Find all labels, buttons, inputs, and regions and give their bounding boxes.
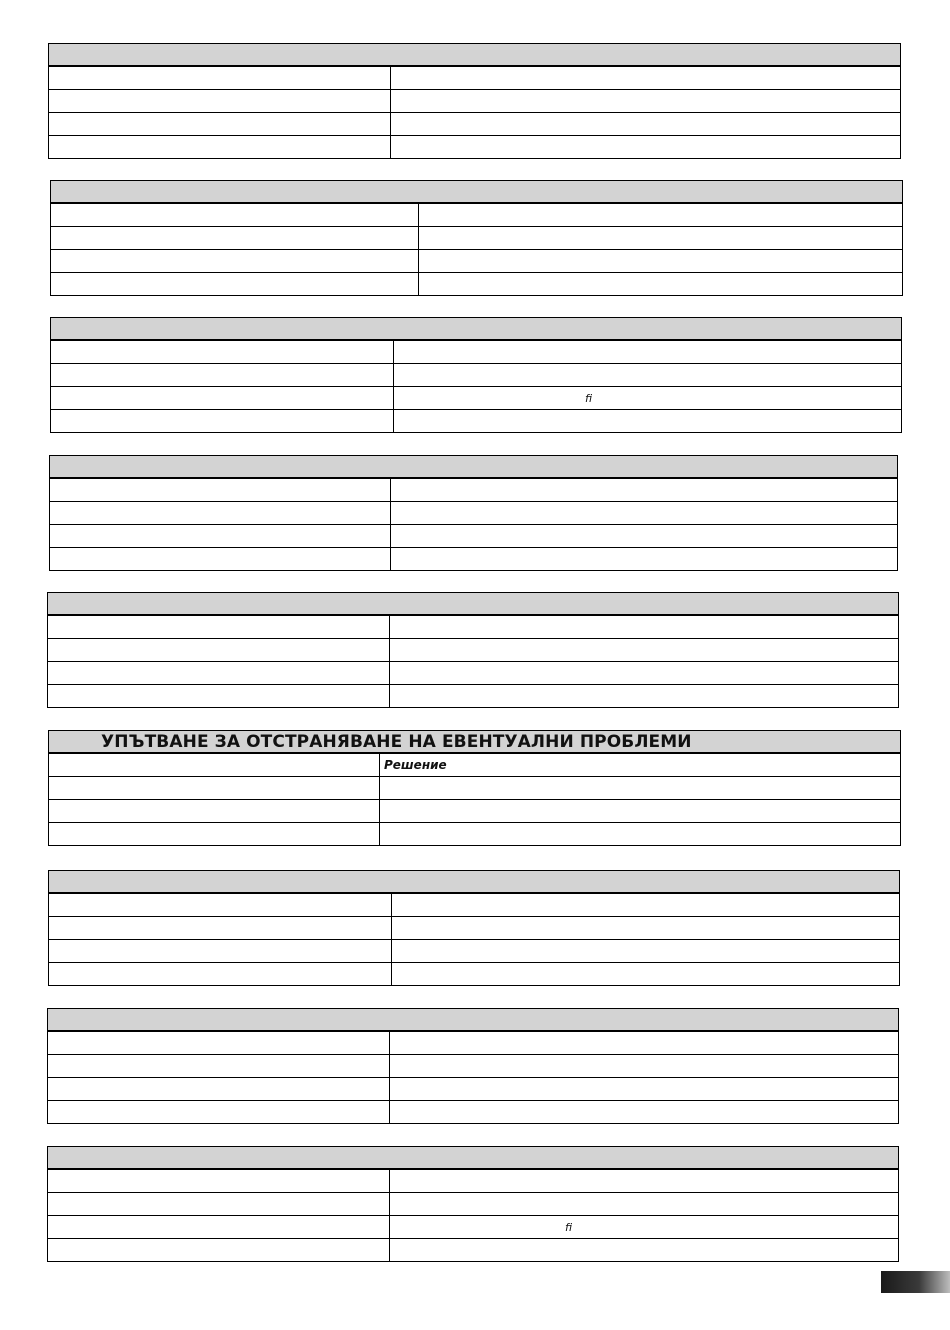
table-row: [49, 940, 899, 963]
table-header: [50, 456, 897, 479]
table-row: [50, 548, 897, 571]
table-row: [51, 341, 901, 364]
table-row: [49, 754, 900, 777]
table-row: [48, 1055, 898, 1078]
table-row: [48, 1239, 898, 1262]
table-row: [48, 1193, 898, 1216]
table-header: [49, 871, 899, 894]
table-row: [49, 800, 900, 823]
table-row: [49, 90, 900, 113]
table-header: [49, 731, 900, 754]
table-9: [47, 1146, 899, 1262]
table-row: [51, 204, 902, 227]
ligature-glyph: ﬁ: [565, 1221, 573, 1234]
table-row: [48, 1032, 898, 1055]
table-8: [47, 1008, 899, 1124]
ligature-glyph: ﬁ: [585, 392, 593, 405]
table-header: [48, 1009, 898, 1032]
table-row: [49, 136, 900, 159]
table-row: [48, 1101, 898, 1124]
table-row: [49, 113, 900, 136]
table-header: [49, 44, 900, 67]
table-row: [48, 639, 898, 662]
table-row: [49, 917, 899, 940]
solution-label: Решение: [384, 758, 447, 772]
table-3: [50, 317, 902, 433]
troubleshooting-table: [48, 730, 901, 846]
table-row: [48, 616, 898, 639]
table-row: [49, 67, 900, 90]
table-header: [51, 181, 902, 204]
troubleshooting-title: УПЪТВАНЕ ЗА ОТСТРАНЯВАНЕ НА ЕВЕНТУАЛНИ ПРОБЛЕМИ: [101, 732, 692, 752]
page-number-tab: [881, 1271, 950, 1293]
table-1: [48, 43, 901, 159]
table-2: [50, 180, 903, 296]
table-header: [48, 1147, 898, 1170]
table-5: [47, 592, 899, 708]
table-row: [51, 364, 901, 387]
table-row: [48, 1078, 898, 1101]
table-row: [51, 250, 902, 273]
table-row: [51, 273, 902, 296]
table-row: [49, 823, 900, 846]
table-row: [50, 502, 897, 525]
table-row: [51, 227, 902, 250]
table-header: [48, 593, 898, 616]
table-row: [49, 894, 899, 917]
table-7: [48, 870, 900, 986]
table-row: [51, 387, 901, 410]
table-header: [51, 318, 901, 341]
table-row: [48, 685, 898, 708]
table-row: [51, 410, 901, 433]
table-4: [49, 455, 898, 571]
table-row: [49, 963, 899, 986]
table-row: [50, 479, 897, 502]
table-row: [49, 777, 900, 800]
table-row: [48, 662, 898, 685]
table-row: [48, 1170, 898, 1193]
table-row: [48, 1216, 898, 1239]
table-row: [50, 525, 897, 548]
